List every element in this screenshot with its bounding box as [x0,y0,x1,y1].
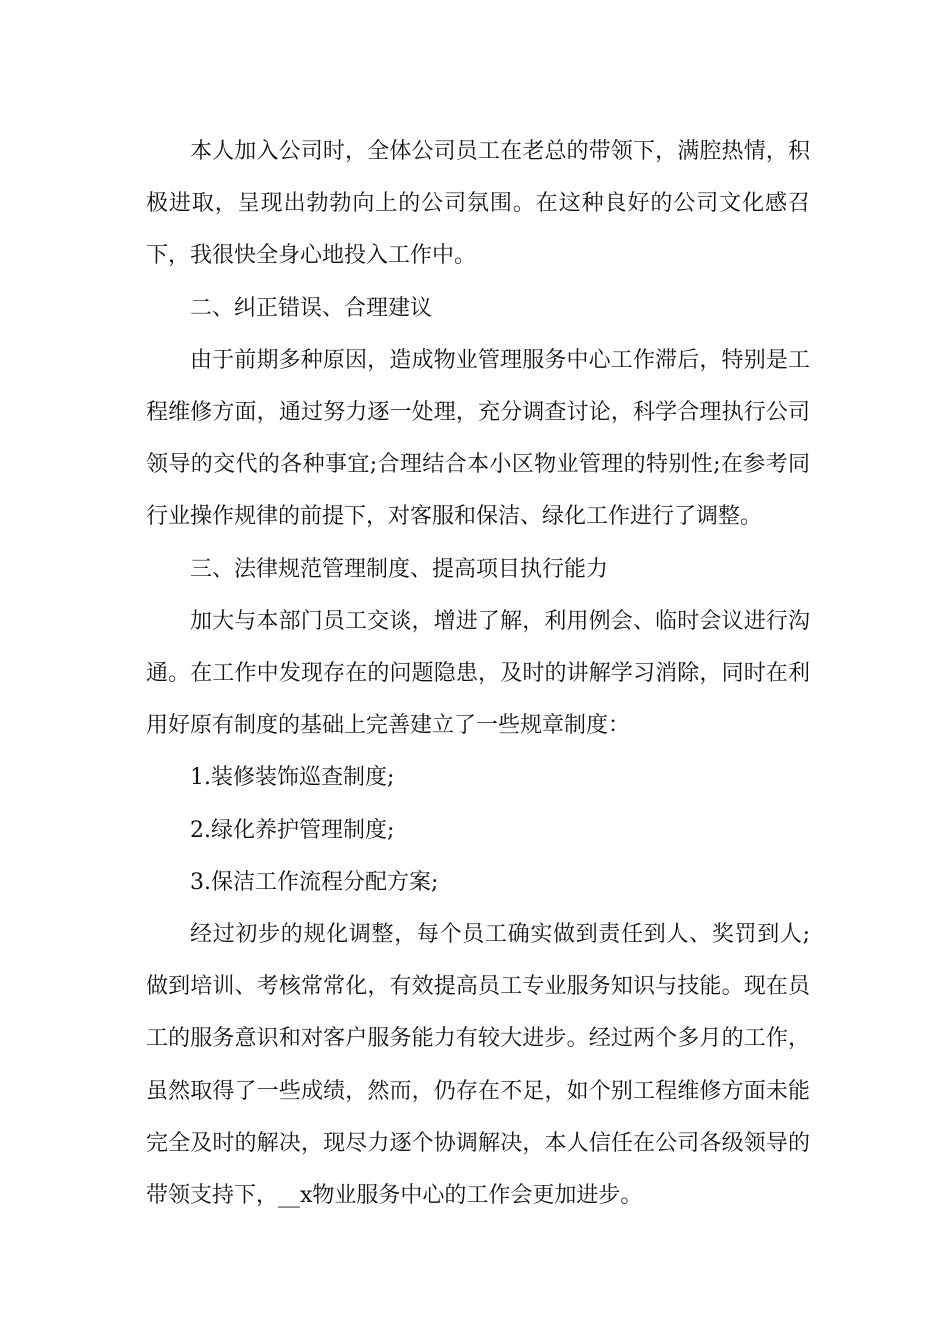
section-heading-2: 二、纠正错误、合理建议 [190,295,433,321]
list-item: 2.绿化养护管理制度; [190,817,395,843]
section-heading-3: 三、法律规范管理制度、提高项目执行能力 [190,556,609,582]
document-body [146,126,810,1222]
paragraph-section-3: 加大与本部门员工交谈，增进了解，利用例会、临时会议进行沟通。在工作中发现存在的问题隐患，及时的讲解学习消除，同时在利用好原有制度的基础上完善建立了一些规章制度： [146,608,810,739]
paragraph-section-2: 由于前期多种原因，造成物业管理服务中心工作滞后，特别是工程维修方面，通过努力逐一处理，充分调查讨论，科学合理执行公司领导的交代的各种事宜;合理结合本小区物业管理的特别性;在参考同行业操作规律的前提下，对客服和保洁、绿化工作进行了调整。 [146,347,810,530]
list-item: 1.装修装饰巡查制度; [190,765,395,791]
paragraph-conclusion: 经过初步的规化调整，每个员工确实做到责任到人、奖罚到人;做到培训、考核常常化，有效提高员工专业服务知识与技能。现在员工的服务意识和对客户服务能力有较大进步。经过两个多月的工作，虽然取得了一些成绩，然而，仍存在不足，如个别工程维修方面未能完全及时的解决，现尽力逐个协调解决，本人信任在公司各级领导的带领支持下，__x物业服务中心的工作会更加进步。 [146,922,810,1209]
list-item: 3.保洁工作流程分配方案; [190,869,439,895]
paragraph-intro: 本人加入公司时，全体公司员工在老总的带领下，满腔热情，积极进取，呈现出勃勃向上的公司氛围。在这种良好的公司文化感召下，我很快全身心地投入工作中。 [146,139,810,269]
